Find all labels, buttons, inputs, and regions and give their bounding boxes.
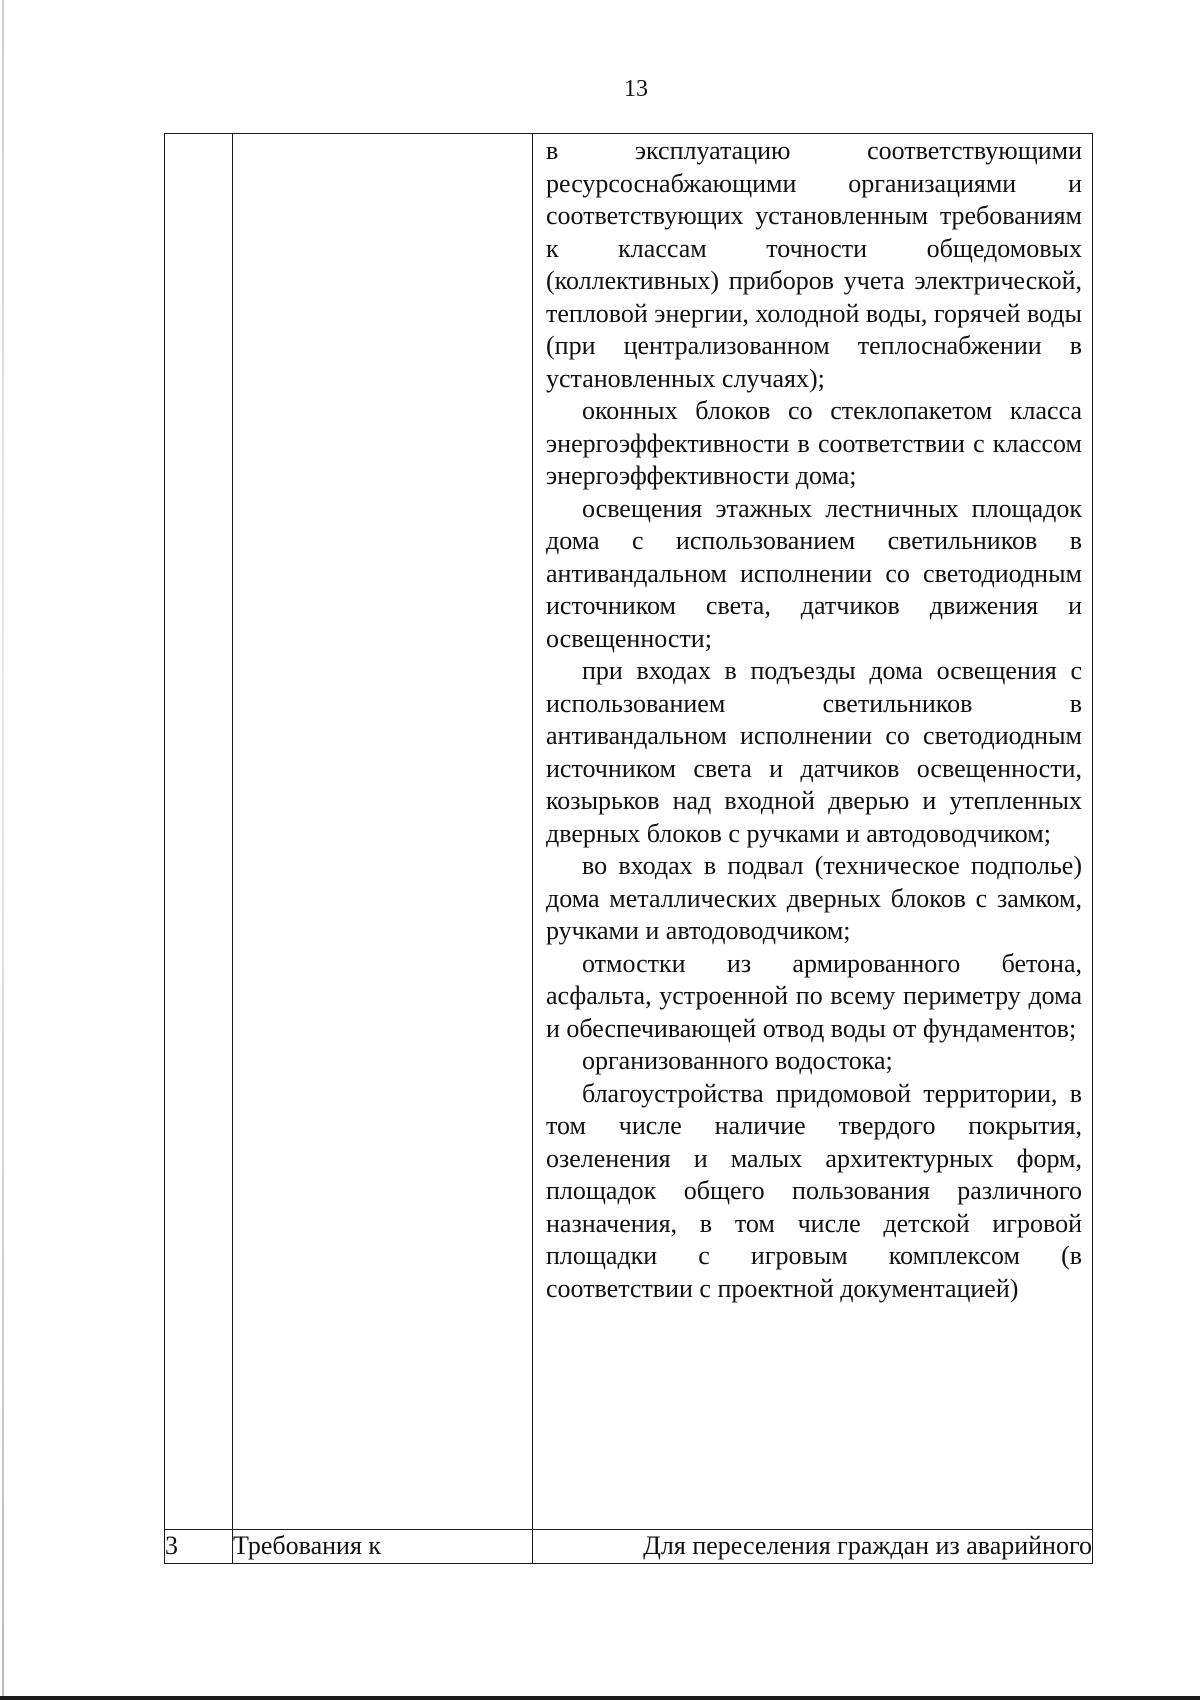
paragraph-windows: оконных блоков со стеклопакетом класса энергоэффективности в соответствии с классом энергоэффективности дома; xyxy=(546,396,1082,490)
row-content-text xyxy=(533,134,1092,1305)
paragraph-landscaping: благоустройства придомовой территории, в том числе наличие твердого покрытия, озеленения и малых архитектурных форм, площадок общего пользования различного назначения, в том числе детской игровой площадки с игровым комплексом (в соответствии с проектной документацией) xyxy=(546,1078,1082,1303)
row-label-cell xyxy=(233,134,533,1530)
paragraph-entrance-lighting: при входах в подъезды дома освещения с использованием светильников в антивандальном исполнении со светодиодным источником света и датчиков освещенности, козырьков над входной дверью и утепленных дверных блоков с ручками и автодоводчиком; xyxy=(546,656,1082,848)
page-number: 13 xyxy=(624,76,648,102)
scan-edge-left xyxy=(2,0,4,1700)
row-number-cell: 3 xyxy=(165,1530,233,1564)
row-number-cell xyxy=(165,134,233,1530)
row-content-cell xyxy=(533,134,1093,1530)
table-row-continued xyxy=(165,134,1093,1530)
paragraph-stair-lighting: освещения этажных лестничных площадок дома с использованием светильников в антивандальном исполнении со светодиодным источником света, датчиков движения и освещенности; xyxy=(546,493,1082,653)
row-content-cell: Для переселения граждан из аварийного xyxy=(533,1530,1093,1564)
table-row-3 xyxy=(165,1530,1093,1564)
scan-edge-bottom xyxy=(0,1696,1200,1700)
paragraph-meters: в эксплуатацию соответствующими ресурсоснабжающими организациями и соответствующих установленным требованиям к классам точности общедомовых (коллективных) приборов учета электрической, тепловой энергии, холодной воды, горячей воды (при централизованном теплоснабжении в установленных случаях); xyxy=(546,136,1082,393)
requirements-table xyxy=(164,133,1093,1564)
paragraph-basement-doors: во входах в подвал (техническое подполье) дома металлических дверных блоков с замком, ручками и автодоводчиком; xyxy=(546,851,1082,945)
row-label-cell: Требования к xyxy=(233,1530,533,1564)
paragraph-drainage: организованного водостока; xyxy=(582,1046,893,1075)
paragraph-blind-area: отмостки из армированного бетона, асфальта, устроенной по всему периметру дома и обеспечивающей отвод воды от фундаментов; xyxy=(546,948,1082,1043)
